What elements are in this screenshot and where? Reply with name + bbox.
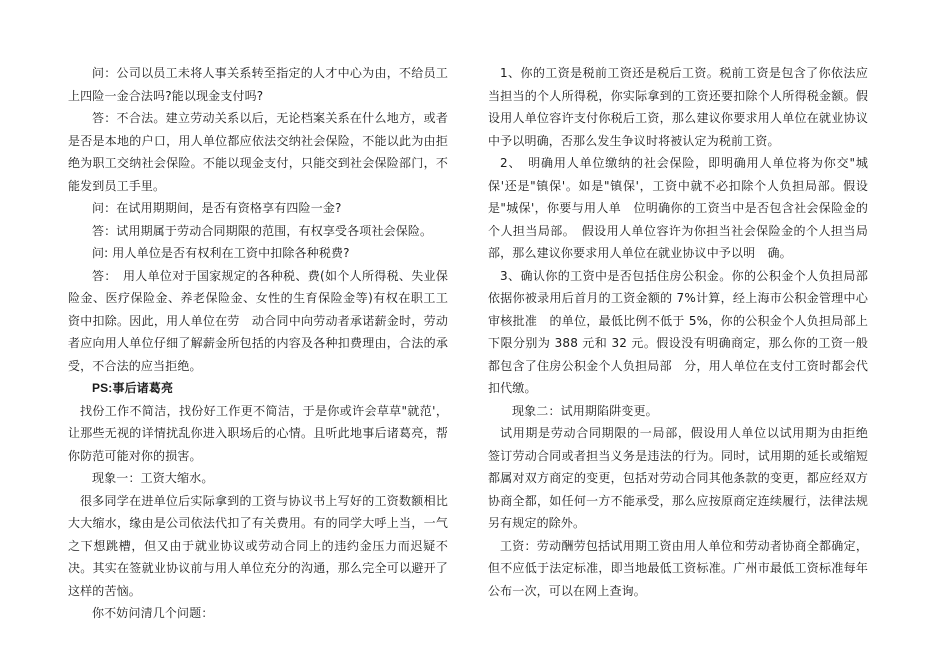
right-column: [488, 62, 881, 602]
paragraph: 现象一：工资大缩水。: [92, 471, 214, 485]
paragraph: 找份工作不简洁，找份好工作更不简洁，于是你或许会草草"就范'，让那些无视的详情扰乱你进入职场后的心情。且听此地事后诸葛亮，帮你防范可能对你的损害。: [68, 403, 448, 463]
left-column: [68, 62, 448, 625]
paragraph: 问：公司以员工未将人事关系转至指定的人才中心为由，不给员工上四险一金合法吗?能以现金支付吗?: [68, 66, 448, 103]
paragraph: 工资：劳动酬劳包括试用期工资由用人单位和劳动者协商全都确定，但不应低于法定标准，即当地最低工资标准。广州市最低工资标准每年公布一次，可以在网上查询。: [488, 538, 868, 598]
paragraph: PS:事后诸葛亮: [92, 381, 174, 395]
paragraph: 2、 明确用人单位缴纳的社会保险，即明确用人单位将为你交"城保'还是"镇保'。如是"镇保'，工资中就不必扣除个人负担局部。假设是"城保'，你要与用人单 位明确你的工资当中是否包含社会保险金的个人担当局部。 假设用人单位容许为你担当社会保险金的个人担当局部，那么建议你要求用人单位在就业协议中予以明 确。: [488, 156, 868, 260]
paragraph: 答：不合法。建立劳动关系以后，无论档案关系在什么地方，或者是否是本地的户口，用人单位都应依法交纳社会保险，不能以此为由拒绝为职工交纳社会保险。不能以现金支付，只能交到社会保险部门，不能发到员工手里。: [68, 111, 448, 193]
paragraph: 3、确认你的工资中是否包括住房公积金。你的公积金个人负担局部依据你被录用后首月的工资金额的 7%计算，经上海市公积金管理中心审核批准 的单位，最低比例不低于 5%，你的公积金个人负担局部上下限分别为 388 元和 32 元。假设没有明确商定，那么你的工资一般都包含了住房公积金个人负担局部 分，用人单位在支付工资时都会代扣代缴。: [488, 268, 868, 395]
paragraph: 你不妨问清几个问题：: [92, 606, 214, 620]
paragraph: 答： 用人单位对于国家规定的各种税、费(如个人所得税、失业保险金、医疗保险金、养老保险金、女性的生育保险金等)有权在职工工资中扣除。因此，用人单位在劳 动合同中向劳动者承诺薪金时，劳动者应向用人单位仔细了解薪金所包括的内容及各种扣费理由，合法的承受，不合法的应当拒绝。: [68, 268, 448, 373]
paragraph: 试用期是劳动合同期限的一局部，假设用人单位以试用期为由拒绝 签订劳动合同或者担当义务是违法的行为。同时，试用期的延长或缩短都属对双方商定的变更，包括对劳动合同其他条款的变更，都应经双方协商全都，如任何一方不能承受，那么应按原商定连续履行，法律法规另有规定的除外。: [488, 426, 881, 530]
paragraph: 1、你的工资是税前工资还是税后工资。税前工资是包含了你依法应当担当的个人所得税，你实际拿到的工资还要扣除个人所得税金额。假设用人单位容许支付你税后工资，那么建议你要求用人单位在就业协议中予以明确，否那么发生争议时将被认定为税前工资。: [488, 66, 868, 148]
paragraph: 问：在试用期期间，是否有资格享有四险一金?: [92, 201, 342, 215]
paragraph: 问: 用人单位是否有权利在工资中扣除各种税费?: [92, 246, 350, 260]
paragraph: 答：试用期属于劳动合同期限的范围，有权享受各项社会保险。: [92, 223, 433, 238]
paragraph: 现象二：试用期陷阱变更。: [512, 403, 658, 418]
paragraph: 很多同学在进单位后实际拿到的工资与协议书上写好的工资数额相比大大缩水，缘由是公司依法代扣了有关费用。有的同学大呼上当，一气之下想跳槽，但又由于就业协议或劳动合同上的违约金压力而迟疑不决。其实在签就业协议前与用人单位充分的沟通，那么完全可以避开了这样的苦恼。: [68, 493, 448, 598]
